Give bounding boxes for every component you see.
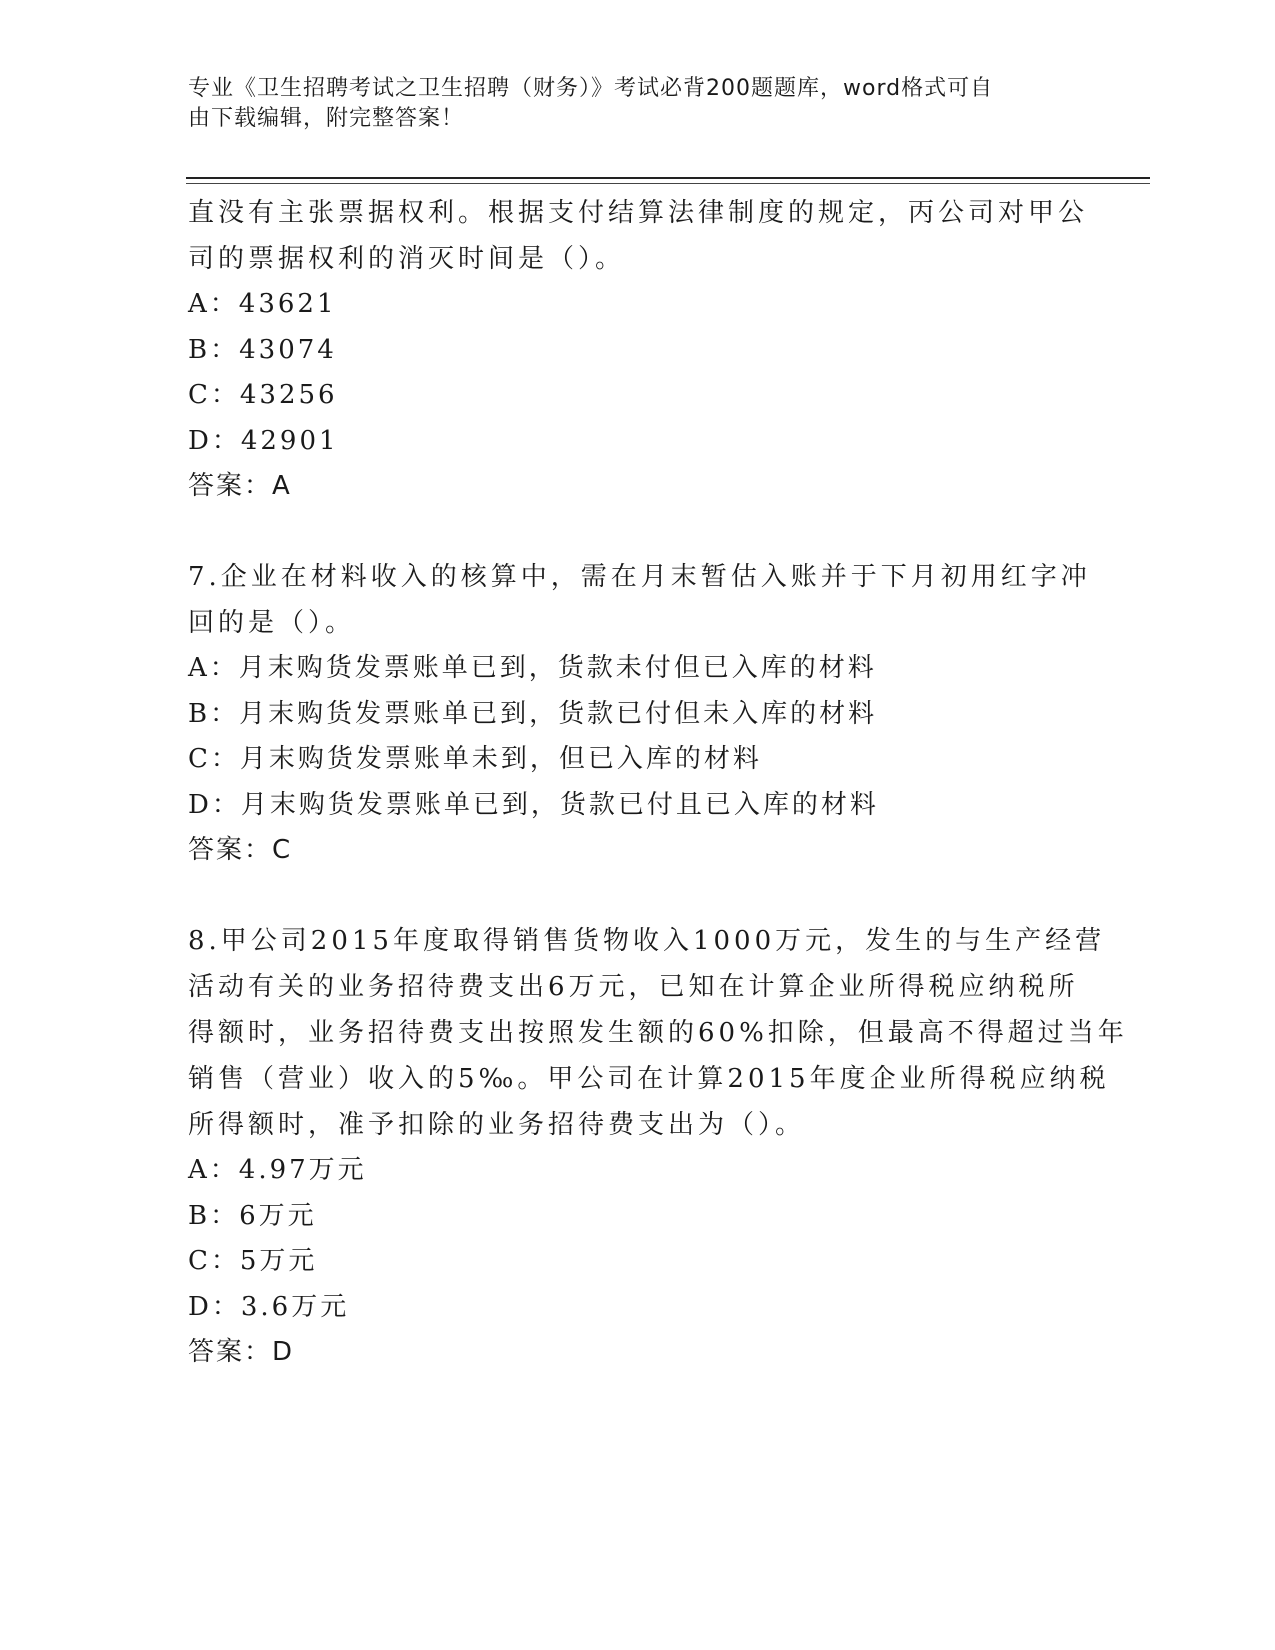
question-8-stem-line: 活动有关的业务招待费支出6万元，已知在计算企业所得税应纳税所	[188, 972, 1079, 1002]
question-7-stem-line: 回的是（）。	[188, 608, 356, 638]
question-8-stem-line: 8.甲公司2015年度取得销售货物收入1000万元，发生的与生产经营	[188, 926, 1106, 956]
question-7-option-d: D：月末购货发票账单已到，货款已付且已入库的材料	[188, 789, 879, 820]
question-6-option-d: D：42901	[188, 425, 339, 456]
question-6	[188, 190, 1088, 508]
question-7-option-a: A：月末购货发票账单已到，货款未付但已入库的材料	[188, 653, 877, 683]
question-7-stem-line: 7.企业在材料收入的核算中，需在月末暂估入账并于下月初用红字冲	[188, 562, 1091, 592]
header-divider-thin	[186, 183, 1150, 184]
question-8-answer: 答案：D	[188, 1337, 295, 1367]
question-7	[188, 554, 1091, 872]
question-6-answer: 答案：A	[188, 471, 292, 501]
question-6-option-c: C：43256	[188, 380, 338, 410]
question-6-option-a: A：43621	[188, 289, 337, 319]
question-6-option-b: B：43074	[188, 334, 337, 365]
header-line-1: 专业《卫生招聘考试之卫生招聘（财务）》考试必背200题题库，word格式可自	[188, 76, 994, 101]
question-8-stem-line: 得额时，业务招待费支出按照发生额的60%扣除，但最高不得超过当年	[188, 1018, 1128, 1048]
question-6-stem-line: 直没有主张票据权利。根据支付结算法律制度的规定，丙公司对甲公	[188, 198, 1089, 228]
question-8-stem-line: 所得额时，准予扣除的业务招待费支出为（）。	[188, 1110, 806, 1140]
question-8-option-b: B：6万元	[188, 1200, 317, 1231]
question-7-option-c: C：月末购货发票账单未到，但已入库的材料	[188, 744, 762, 774]
question-8	[188, 918, 1128, 1374]
question-8-stem-line: 销售（营业）收入的5‰。甲公司在计算2015年度企业所得税应纳税	[188, 1064, 1110, 1094]
question-7-option-b: B：月末购货发票账单已到，货款已付但未入库的材料	[188, 698, 878, 729]
header-line-2: 由下载编辑，附完整答案！	[188, 106, 465, 131]
question-spacer	[188, 508, 1088, 554]
question-spacer	[188, 872, 1088, 918]
question-8-option-c: C：5万元	[188, 1246, 318, 1276]
question-6-stem-line: 司的票据权利的消灭时间是（）。	[188, 244, 626, 274]
document-body	[188, 190, 1128, 1374]
header-divider-thick	[186, 177, 1150, 179]
document-header	[188, 74, 1068, 134]
question-7-answer: 答案：C	[188, 835, 293, 865]
question-8-option-a: A：4.97万元	[188, 1155, 367, 1185]
question-8-option-d: D：3.6万元	[188, 1291, 350, 1322]
